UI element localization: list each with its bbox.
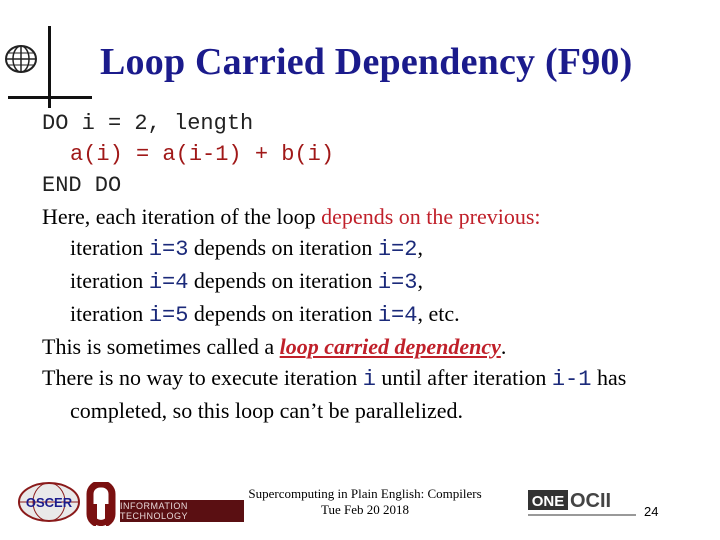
paragraph-loop-carried [42, 331, 712, 362]
loop-carried-suffix: . [500, 334, 507, 359]
oscer-logo-icon [16, 480, 82, 524]
title-horizontal-rule [8, 96, 92, 99]
slide-body [42, 108, 712, 426]
loop-carried-text: This is sometimes called a [42, 334, 280, 359]
depends-highlight: depends on the previous: [321, 204, 541, 229]
no-way-text: has completed, so this loop can’t be parallelized. [70, 365, 627, 423]
no-way-text: There is no way to execute iteration [42, 365, 363, 390]
paragraph-depends-text: Here, each iteration of the loop [42, 204, 322, 229]
slide-title: Loop Carried Dependency (F90) [100, 41, 633, 83]
iteration-code: i=4 [148, 270, 189, 295]
code-line-2: a(i) = a(i-1) + b(i) [70, 142, 335, 167]
iteration-line-3 [42, 298, 712, 331]
footer [240, 486, 490, 518]
iteration-text: depends on iteration [188, 301, 378, 326]
iteration-code: i=4 [377, 303, 418, 328]
globe-emblem-icon [4, 42, 38, 76]
iteration-text: iteration [70, 268, 149, 293]
svg-text:ONE: ONE [531, 493, 565, 510]
iteration-text: , [417, 235, 423, 260]
footer-title: Supercomputing in Plain English: Compilers [248, 486, 482, 501]
page-number: 24 [644, 504, 659, 519]
iteration-text: iteration [70, 235, 149, 260]
no-way-text: until after iteration [375, 365, 552, 390]
footer-date: Tue Feb 20 2018 [320, 502, 409, 517]
code-line-3: END DO [42, 173, 122, 198]
no-way-code: i-1 [551, 367, 592, 392]
iteration-code: i=3 [377, 270, 418, 295]
no-way-code: i [362, 367, 376, 392]
iteration-text: depends on iteration [188, 268, 378, 293]
ou-logo-icon [84, 482, 118, 526]
iteration-text: iteration [70, 301, 149, 326]
svg-text:OCII: OCII [570, 490, 612, 512]
it-logo: INFORMATION TECHNOLOGY [120, 500, 244, 522]
oscer-logo-text: OSCER [25, 495, 73, 510]
iteration-line-2 [42, 265, 712, 298]
iteration-text: depends on iteration [188, 235, 378, 260]
paragraph-depends [42, 201, 712, 232]
iteration-code: i=5 [148, 303, 189, 328]
paragraph-no-way [42, 362, 712, 426]
iteration-text: , [417, 268, 423, 293]
loop-carried-emphasis: loop carried dependency [279, 334, 501, 359]
iteration-code: i=3 [148, 237, 189, 262]
code-line-1: DO i = 2, length [42, 111, 254, 136]
iteration-line-1 [42, 232, 712, 265]
iteration-code: i=2 [377, 237, 418, 262]
iteration-text: , etc. [417, 301, 460, 326]
oneocii-logo-icon [528, 486, 638, 524]
